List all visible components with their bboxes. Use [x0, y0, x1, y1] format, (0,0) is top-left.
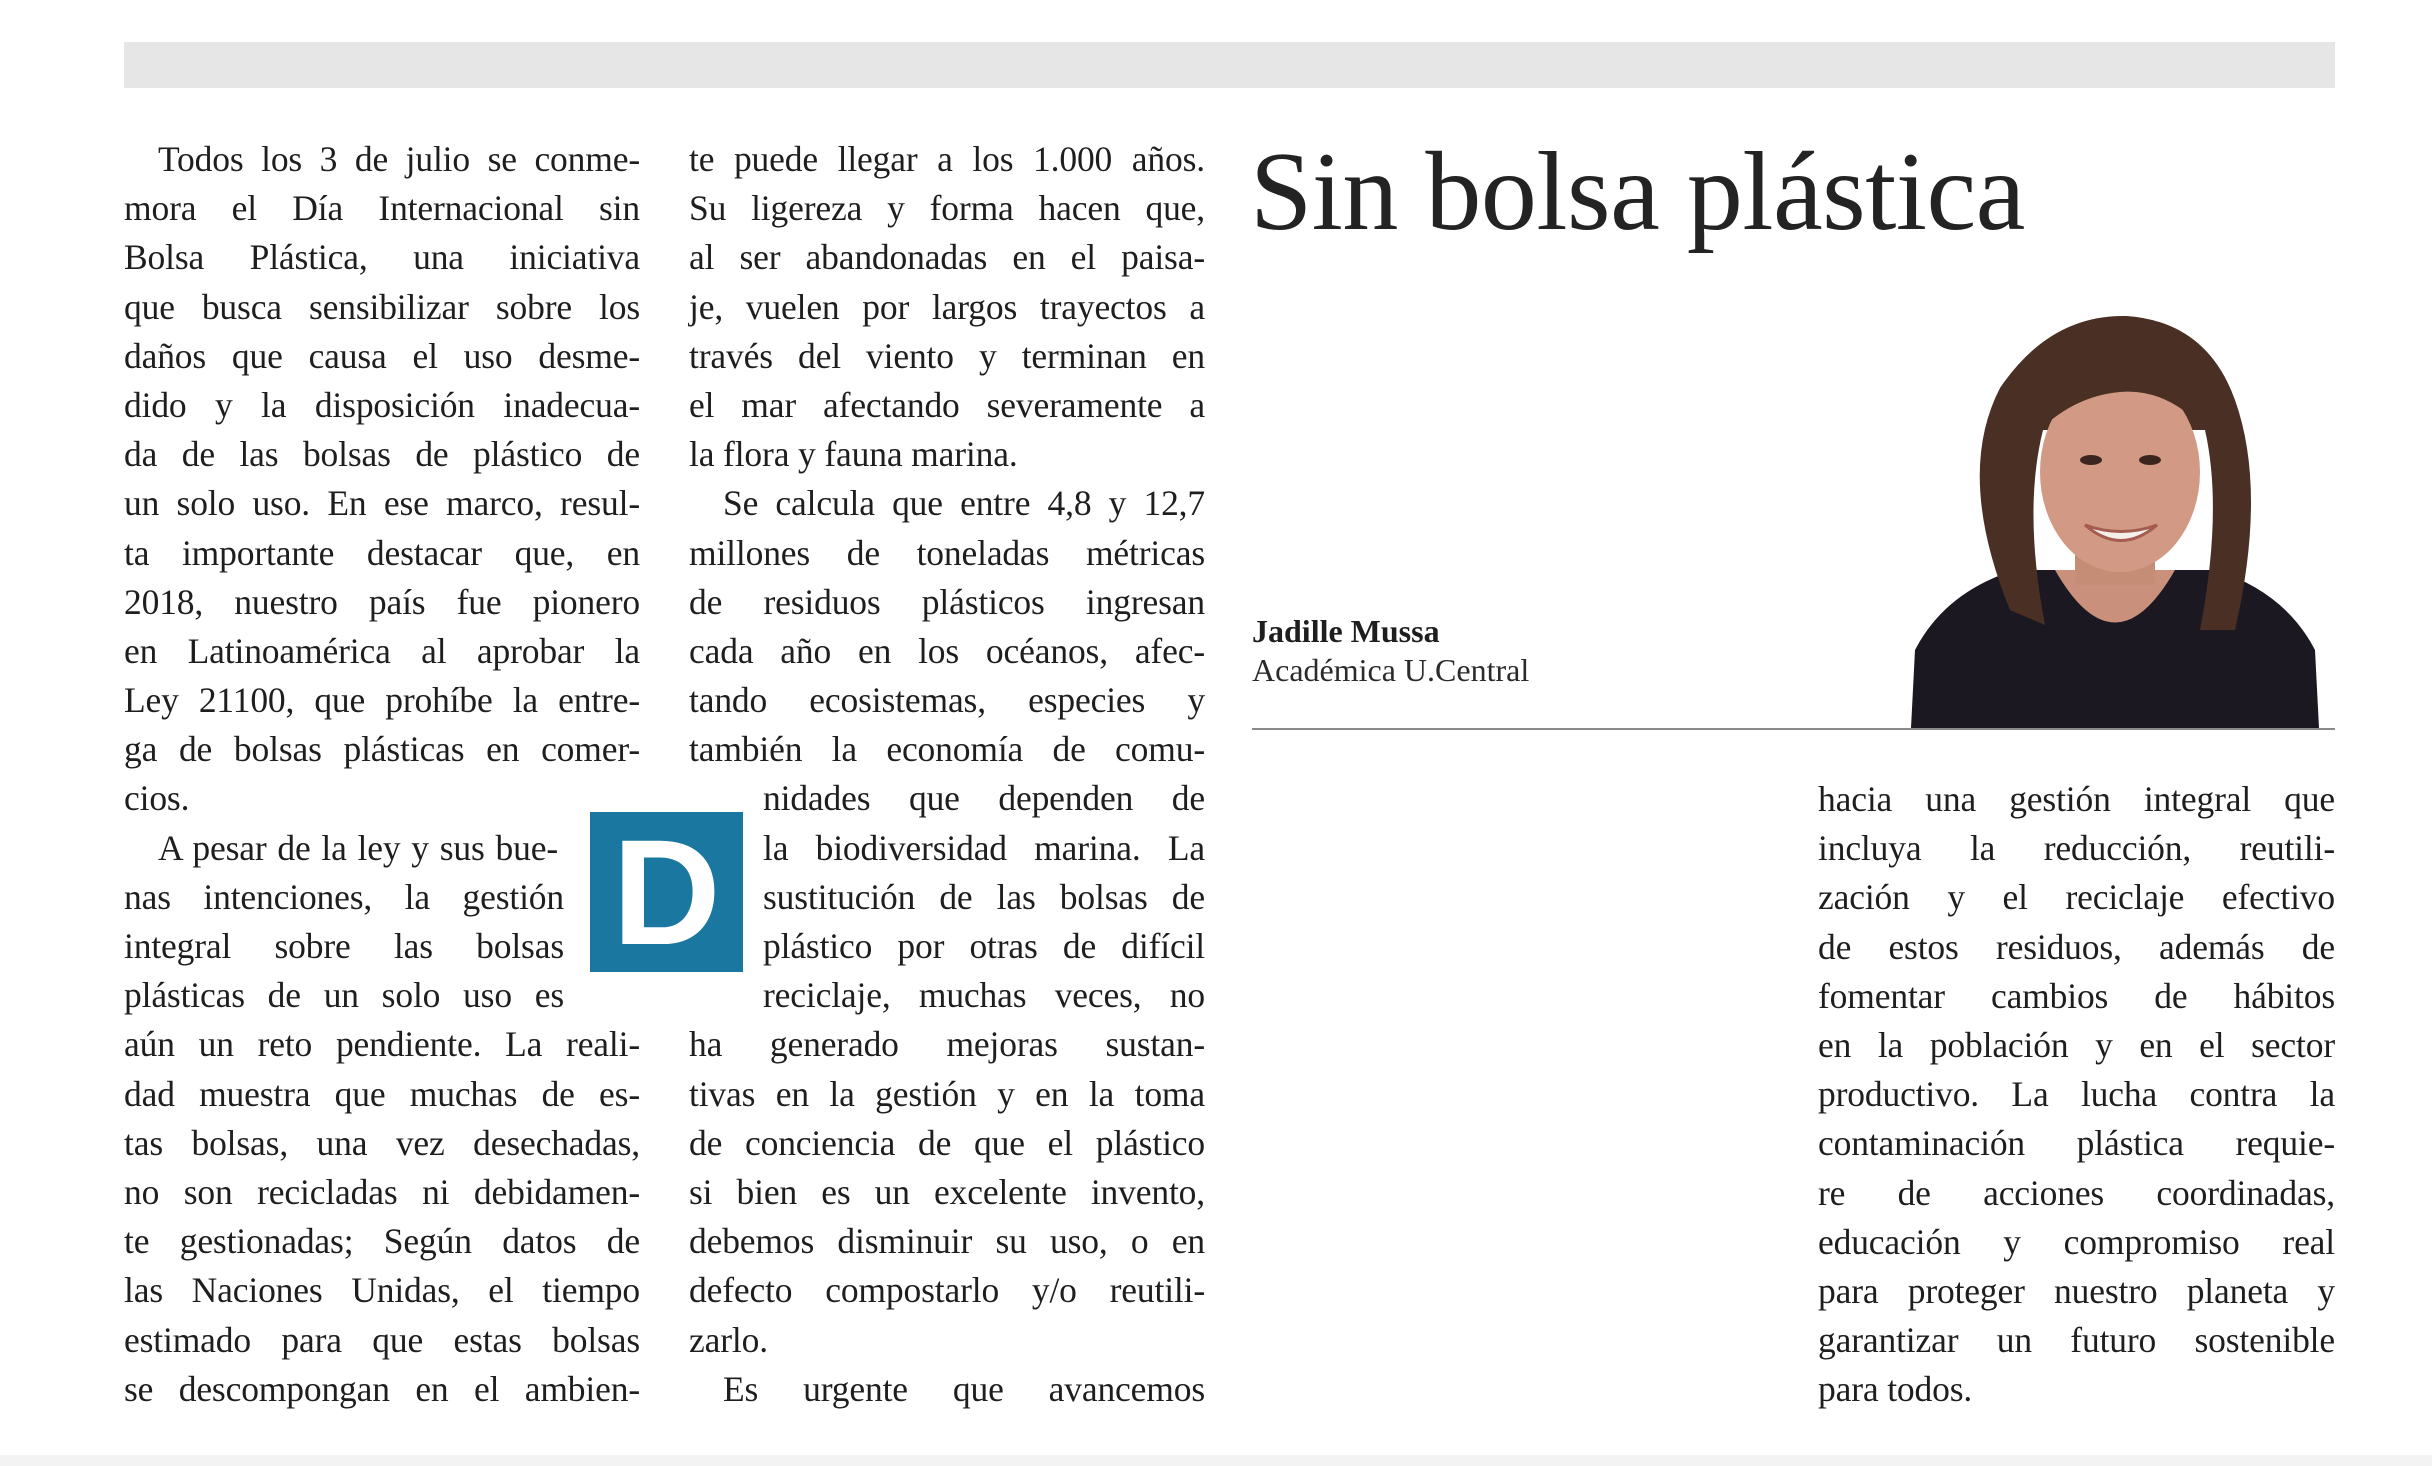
text-line: un solo uso. En ese marco, resul-	[124, 483, 640, 524]
author-photo-eye-left	[2080, 455, 2102, 465]
text-line: en Latinoamérica al aprobar la	[124, 630, 640, 671]
text-line: través del viento y terminan en	[689, 335, 1205, 376]
text-line: plásticas de un solo uso es	[124, 975, 564, 1016]
text-line: dad muestra que muchas de es-	[124, 1073, 640, 1114]
text-line: je, vuelen por largos trayectos a	[689, 286, 1205, 327]
text-line: Todos los 3 de julio se conme-	[158, 139, 640, 179]
text-line: tas bolsas, una vez desechadas,	[124, 1122, 640, 1163]
text-line: la biodiversidad marina. La	[763, 827, 1205, 868]
text-line: de estos residuos, además de	[1818, 926, 2335, 967]
text-line: 2018, nuestro país fue pionero	[124, 581, 640, 622]
text-line: tivas en la gestión y en la toma	[689, 1073, 1205, 1114]
text-line: zarlo.	[689, 1319, 768, 1360]
text-line: nas intenciones, la gestión	[124, 876, 564, 917]
bottom-edge	[0, 1455, 2432, 1466]
text-line: sustitución de las bolsas de	[763, 876, 1205, 917]
text-line: Es urgente que avancemos	[723, 1368, 1205, 1409]
text-line: educación y compromiso real	[1818, 1221, 2335, 1262]
text-line: para proteger nuestro planeta y	[1818, 1270, 2335, 1311]
author-divider	[1252, 728, 2335, 730]
text-line: garantizar un futuro sostenible	[1818, 1320, 2335, 1361]
text-line: tando ecosistemas, especies y	[689, 680, 1205, 721]
text-line: de residuos plásticos ingresan	[689, 581, 1205, 622]
author-name: Jadille Mussa	[1252, 613, 1440, 649]
text-line: en la población y en el sector	[1818, 1024, 2335, 1065]
text-line: Ley 21100, que prohíbe la entre-	[124, 680, 640, 721]
text-line: el mar afectando severamente a	[689, 384, 1205, 425]
text-line: también la economía de comu-	[689, 729, 1205, 770]
author-photo-eye-right	[2139, 455, 2161, 465]
text-line: cada año en los océanos, afec-	[689, 630, 1205, 671]
text-line: reciclaje, muchas veces, no	[763, 975, 1205, 1016]
text-line: fomentar cambios de hábitos	[1818, 975, 2335, 1016]
text-line: hacia una gestión integral que	[1818, 779, 2335, 819]
text-line: dido y la disposición inadecua-	[124, 384, 640, 425]
text-line: de conciencia de que el plástico	[689, 1122, 1205, 1163]
text-line: re de acciones coordinadas,	[1818, 1172, 2335, 1213]
text-line: cios.	[124, 778, 190, 819]
text-line: estimado para que estas bolsas	[124, 1319, 640, 1360]
text-line: aún un reto pendiente. La reali-	[124, 1024, 640, 1065]
text-line: al ser abandonadas en el paisa-	[689, 237, 1205, 278]
text-line: plástico por otras de difícil	[763, 926, 1205, 966]
text-line: incluya la reducción, reutili-	[1818, 828, 2335, 869]
text-line: Se calcula que entre 4,8 y 12,7	[723, 483, 1205, 524]
drop-cap: D	[590, 812, 743, 972]
text-line: debemos disminuir su uso, o en	[689, 1221, 1205, 1262]
text-line: no son recicladas ni debidamen-	[124, 1171, 640, 1212]
text-line: A pesar de la ley y sus bue-	[158, 827, 558, 868]
text-line: zación y el reciclaje efectivo	[1818, 877, 2335, 918]
author-photo	[1905, 300, 2325, 728]
text-line: millones de toneladas métricas	[689, 532, 1205, 573]
text-line: ha generado mejoras sustan-	[689, 1024, 1205, 1065]
text-line: si bien es un excelente invento,	[689, 1171, 1205, 1212]
text-line: para todos.	[1818, 1369, 1973, 1410]
text-line: integral sobre las bolsas	[124, 926, 564, 966]
text-line: que busca sensibilizar sobre los	[124, 286, 640, 327]
text-line: te puede llegar a los 1.000 años.	[689, 139, 1205, 179]
text-line: productivo. La lucha contra la	[1818, 1074, 2335, 1115]
text-line: nidades que dependen de	[763, 778, 1205, 819]
text-line: defecto compostarlo y/o reutili-	[689, 1270, 1205, 1311]
text-line: las Naciones Unidas, el tiempo	[124, 1270, 640, 1311]
text-line: la flora y fauna marina.	[689, 434, 1018, 475]
text-line: mora el Día Internacional sin	[124, 188, 640, 229]
text-line: ta importante destacar que, en	[124, 532, 640, 573]
article-column-2	[689, 135, 1205, 1414]
text-line: contaminación plástica requie-	[1818, 1123, 2335, 1164]
article-column-3	[1818, 775, 2335, 1414]
text-line: ga de bolsas plásticas en comer-	[124, 729, 640, 770]
article-column-1	[124, 135, 640, 1414]
text-line: Bolsa Plástica, una iniciativa	[124, 237, 640, 278]
text-line: daños que causa el uso desme-	[124, 335, 640, 376]
text-line: Su ligereza y forma hacen que,	[689, 188, 1205, 229]
text-line: te gestionadas; Según datos de	[124, 1221, 640, 1262]
text-line: se descompongan en el ambien-	[124, 1368, 640, 1409]
article-title: Sin bolsa plástica	[1250, 130, 2025, 254]
text-line: da de las bolsas de plástico de	[124, 434, 640, 475]
top-gray-bar	[124, 42, 2335, 88]
author-role: Académica U.Central	[1252, 652, 1530, 688]
